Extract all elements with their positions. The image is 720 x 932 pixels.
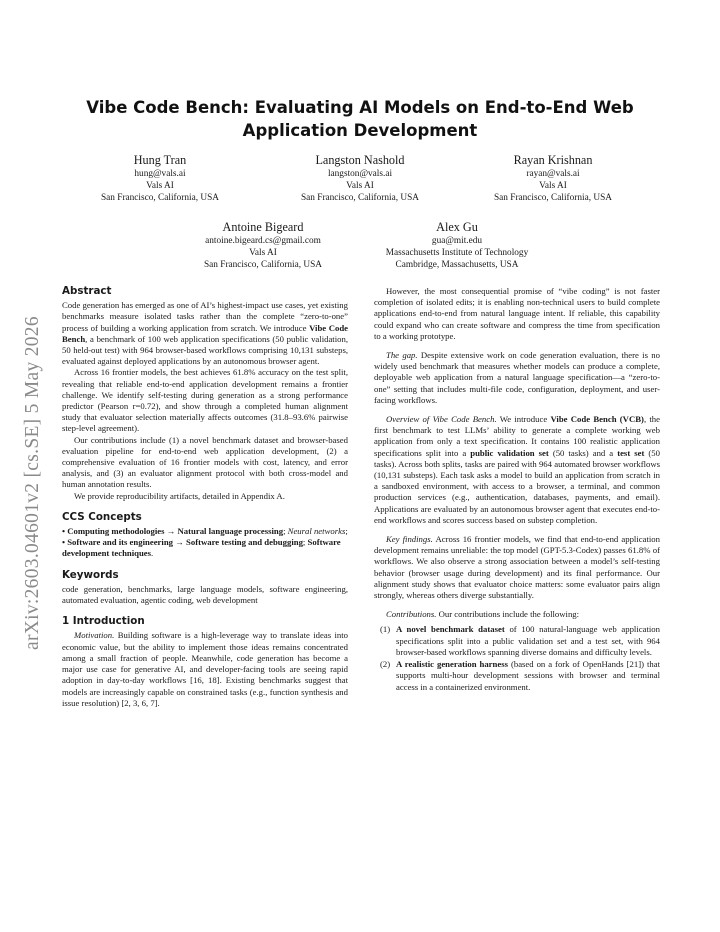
author-affiliation: Massachusetts Institute of Technology	[385, 248, 529, 258]
author-email: rayan@vals.ai	[526, 169, 580, 179]
author-block	[357, 219, 557, 271]
body-paragraph: Overview of Vibe Code Bench. We introduce Vibe Code Bench (VCB), the first benchmark to test LLMs’ ability to generate a complete working web application from only a text specification. It contains 100 realistic application specifications split into a public validation set (50 tasks) and a test set (50 tasks). Across both splits, tasks are paired with 964 automated browser workflows (10,131 substeps). Each task asks a model to build an application from scratch in a sandboxed environment, with access to a browser, a terminal, and common production services (e.g., authentication, databases, payments, and email). Applications are evaluated by an autonomous browser agent that executes end-to-end workflows and scores success based on substep completion.	[374, 414, 660, 525]
intro-paragraph: Motivation. Building software is a high-leverage way to translate ideas into economic value, but the ability to implement those ideas remains concentrated among a small fraction of people. Meanwhile, code generation has become a major use case for generative AI, and developer-facing tools are seeing rapid adoption in day-to-day workflows [16, 18]. Existing benchmarks suggest that models are increasingly capable on constrained tasks (e.g., function synthesis and issue resolution) [2, 3, 6, 7].	[62, 630, 348, 708]
abstract-heading: Abstract	[62, 285, 112, 297]
author-name: Antoine Bigeard	[222, 220, 304, 234]
ccs-heading: CCS Concepts	[62, 510, 142, 523]
author-email: hung@vals.ai	[134, 169, 186, 179]
body-paragraph: Key findings. Across 16 frontier models, we find that end-to-end application development remains unreliable: the top model (GPT-5.3-Codex) passes 61.8% of workflows. We also observe a strong association between a model’s self-testing behavior (browser usage during development) and its final performance. Our alignment study shows that evaluator choice matters: some evaluator pairs align strongly, whereas others diverge substantially.	[374, 534, 660, 601]
keywords-text: code generation, benchmarks, large language models, software engineering, automated evaluation, agentic coding, web development	[62, 583, 348, 606]
body-paragraph: Contributions. Our contributions include the following:	[386, 609, 580, 620]
author-block	[60, 152, 260, 204]
body-paragraph: However, the most consequential promise of “vibe coding” is not faster completion of isolated edits; it is enabling non-technical users to build complete applications end-to-end from natural language intent. If reliable, this capability could expand who can create software and compress the time from specification to a working prototype.	[374, 286, 660, 341]
author-affiliation: Vals AI	[249, 248, 277, 258]
author-name: Hung Tran	[133, 153, 187, 167]
arxiv-identifier: arXiv:2603.04601v2 [cs.SE] 5 May 2026	[22, 316, 43, 650]
abstract-paragraph: We provide reproducibility artifacts, detailed in Appendix A.	[74, 490, 285, 501]
list-item: (2) A realistic generation harness (based on a fork of OpenHands [21]) that supports multi-hour development sessions with browser and terminal access in a containerized environment.	[380, 659, 660, 692]
author-location: San Francisco, California, USA	[301, 193, 419, 203]
keywords-heading: Keywords	[62, 568, 119, 581]
contributions-list	[374, 624, 660, 692]
author-affiliation: Vals AI	[346, 181, 374, 191]
section-heading-introduction: 1 Introduction	[62, 615, 145, 628]
author-block	[260, 152, 460, 204]
author-location: San Francisco, California, USA	[494, 193, 612, 203]
author-location: San Francisco, California, USA	[101, 193, 219, 203]
author-affiliation: Vals AI	[539, 181, 567, 191]
body-paragraph: The gap. Despite extensive work on code generation evaluation, there is no widely used benchmark that measures whether models can produce a complete, deployable web application from a natural language specification—a “zero-to-one” setting that includes multi-file code, configuration, deployment, and user-facing workflows.	[374, 350, 660, 405]
author-location: San Francisco, California, USA	[204, 260, 322, 270]
abstract-paragraph: Code generation has emerged as one of AI’s highest-impact use cases, yet existing benchmarks measure isolated tasks rather than the complete “zero-to-one” process of building a working application from scratch. We introduce Vibe Code Bench, a benchmark of 100 web application specifications (50 public validation, 50 held-out test) with 964 browser-based workflows comprising 10,131 substeps, evaluated against deployed applications by an autonomous browser agent.	[62, 300, 349, 367]
author-block	[163, 219, 363, 271]
author-email: gua@mit.edu	[431, 236, 483, 246]
abstract-paragraph: Our contributions include (1) a novel benchmark dataset and browser-based evaluation pipeline for end-to-end web application development, (2) a comprehensive evaluation of 16 frontier models with cost, latency, and error analysis, and (3) an evaluator alignment protocol with both cross-model and human annotation results.	[62, 434, 348, 490]
right-column	[374, 286, 660, 694]
author-name: Langston Nashold	[315, 153, 405, 167]
author-affiliation: Vals AI	[146, 181, 174, 191]
abstract-paragraph: Across 16 frontier models, the best achieves 61.8% accuracy on the test split, revealing that reliable end-to-end application development remains a frontier challenge. We identify self-testing during generation as a strong performance predictor (Pearson r=0.72), and show through a completed human alignment study that evaluator selection materially affects outcomes (31.8–93.6% pairwise step-level agreement).	[62, 367, 348, 434]
left-column	[62, 286, 348, 709]
ccs-concepts: • Computing methodologies → Natural language processing; Neural networks; • Software and its engineering → Software testing and debugging; Software development techniques.	[62, 526, 348, 559]
paper-title: Vibe Code Bench: Evaluating AI Models on End-to-End Web Application Development	[86, 98, 634, 140]
author-name: Rayan Krishnan	[513, 153, 593, 167]
author-location: Cambridge, Massachusetts, USA	[395, 260, 519, 270]
author-block	[453, 152, 653, 204]
author-email: antoine.bigeard.cs@gmail.com	[205, 236, 321, 246]
author-email: langston@vals.ai	[327, 169, 393, 179]
author-name: Alex Gu	[436, 220, 478, 234]
list-item: (1) A novel benchmark dataset of 100 natural-language web application specifications split into a public validation set and a test set, with 964 browser-based workflows spanning diverse domains and difficulty levels.	[380, 624, 660, 657]
